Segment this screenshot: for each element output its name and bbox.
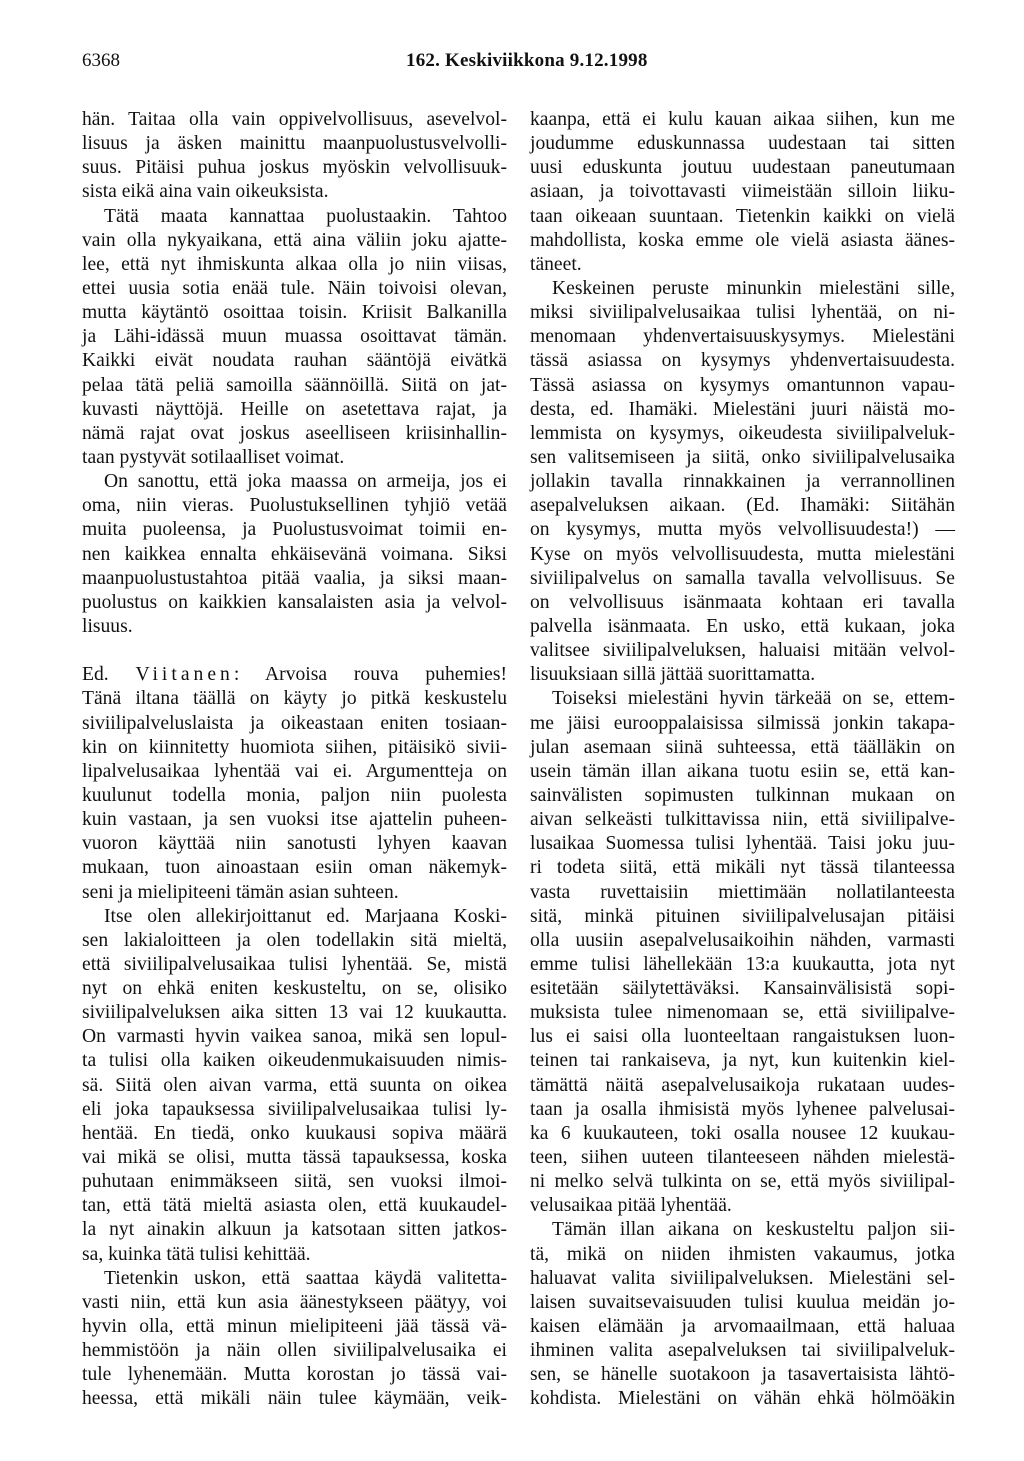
text-line: valitsee siviilipalveluksen, haluaisi mitään velvol- xyxy=(530,640,955,662)
text-line: vasta ruvettaisiin miettimään nollatilanteesta xyxy=(530,881,955,903)
text-line: lus ei saisi olla luonteeltaan rangaistuksen luon- xyxy=(530,1026,955,1048)
text-line: jollakin tavalla rinnakkainen ja verrannollinen xyxy=(530,471,955,493)
text-line: mahdollista, koska emme ole vielä asiasta äänes- xyxy=(530,229,955,251)
text-line: oma, niin vieras. Puolustuksellinen tyhjiö vetää xyxy=(82,495,507,517)
text-line: sen, se hänelle suotakoon ja tasavertaisista lähtö- xyxy=(530,1364,955,1386)
text-line: ettei uusia sotia enää tule. Näin toivoisi olevan, xyxy=(82,277,507,299)
text-line: usein tämän illan aikana tuotu esiin se, että kan- xyxy=(530,760,955,782)
text-line: sitä, minkä pituinen siviilipalvelusajan pitäisi xyxy=(530,905,955,927)
text-line: velusaikaa pitää lyhentää. xyxy=(530,1195,732,1217)
text-line: aivan selkeästi tulkittavissa niin, että siviilipalve- xyxy=(530,809,955,831)
text-line: tässä asiassa on kysymys yhdenvertaisuudesta. xyxy=(530,350,955,372)
text-line: nyt on ehkä eniten keskusteltu, on se, olisiko xyxy=(82,978,507,1000)
text-line: ri todeta siitä, että mikäli nyt tässä tilanteessa xyxy=(530,857,955,879)
text-line: Tämän illan aikana on keskusteltu paljon sii- xyxy=(552,1219,955,1241)
text-line: lee, että nyt ihmiskunta alkaa olla jo niin viisas, xyxy=(82,253,507,275)
text-line: julan asemaan siinä suhteessa, että täälläkin on xyxy=(530,736,955,758)
text-line: Kyse on myös velvollisuudesta, mutta mielestäni xyxy=(530,543,955,565)
text-line: kin on kiinnitetty huomiota siihen, pitäisikö sivii- xyxy=(82,736,507,758)
text-line: sen valitsemiseen ja siitä, onko siviilipalvelusaika xyxy=(530,446,955,468)
text-line: hän. Taitaa olla vain oppivelvollisuus, asevelvol- xyxy=(82,109,507,130)
text-line: tä, mikä on niiden ihmisten vakaumus, jotka xyxy=(530,1243,955,1265)
text-line: palvella isänmaata. En usko, että kukaan, joka xyxy=(530,615,955,637)
text-line: siviilipalveluslaista ja oikeastaan eniten tosiaan- xyxy=(82,712,507,734)
text-line: kuin vastaan, ja sen vuoksi itse ajattelin puheen- xyxy=(82,809,507,831)
text-line: mukaan, tuon ainoastaan esiin oman näkemyk- xyxy=(82,857,507,879)
session-title: 162. Keskiviikkona 9.12.1998 xyxy=(406,50,648,71)
text-line: tämättä näitä asepalvelusaikoja rukataan uudes- xyxy=(530,1074,955,1096)
speaker-name: Viitanen xyxy=(135,664,234,686)
text-line: Tätä maata kannattaa puolustaakin. Tahtoo xyxy=(104,205,507,227)
text-line: puhutaan enimmäkseen siitä, sen vuoksi ilmoi- xyxy=(82,1171,507,1193)
text-line: emme tulisi lähellekään 13:a kuukautta, jota nyt xyxy=(530,953,955,975)
text-line: haluavat valita siviilipalveluksen. Mielestäni sel- xyxy=(530,1267,955,1289)
text-line: vain olla nykyaikana, että aina väliin joku ajatte- xyxy=(82,229,507,251)
text-line: hentää. En tiedä, onko kuukausi sopiva määrä xyxy=(82,1122,507,1144)
text-line: taan pystyvät sotilaalliset voimat. xyxy=(82,446,345,468)
speaker-opening: : Arvoisa rouva puhemies! xyxy=(233,664,507,686)
text-line: sä. Siitä olen aivan varma, että suunta on oikea xyxy=(82,1074,507,1096)
text-line: hemmistöön ja näin ollen siviilipalvelusaika ei xyxy=(82,1340,507,1362)
text-line: joudumme eduskunnassa uudestaan tai sitten xyxy=(530,133,955,155)
text-line: ka 6 kuukauteen, toki osalla nousee 12 kuukau- xyxy=(530,1122,955,1144)
text-line: asiaan, ja toivottavasti viimeistään silloin liiku- xyxy=(530,181,955,203)
text-line: uusi eduskunta joutuu uudestaan paneutumaan xyxy=(530,157,955,179)
text-line: lipalvelusaikaa lyhentää vai ei. Argumentteja on xyxy=(82,760,507,782)
text-line: kaisen elämään ja arvomaailmaan, että haluaa xyxy=(530,1316,955,1338)
text-line: muita puoleensa, ja Puolustusvoimat toimii en- xyxy=(82,519,507,541)
text-line: desta, ed. Ihamäki. Mielestäni juuri näistä mo- xyxy=(530,398,955,420)
text-line: teen, siihen uuteen tilanteeseen nähden mielestä- xyxy=(530,1147,955,1169)
text-line: Keskeinen peruste minunkin mielestäni sille, xyxy=(552,277,955,299)
text-line: Tietenkin uskon, että saattaa käydä valitetta- xyxy=(104,1267,507,1289)
speaker-prefix: Ed. xyxy=(82,664,136,686)
text-line xyxy=(82,639,507,663)
text-line: asepalveluksen aikaan. (Ed. Ihamäki: Siitähän xyxy=(530,495,955,517)
text-line: Tänä iltana täällä on käyty jo pitkä keskustelu xyxy=(82,688,507,710)
text-line: lisuuksiaan sillä jättää suorittamatta. xyxy=(530,664,816,686)
text-line: On sanottu, että joka maassa on armeija, jos ei xyxy=(104,471,507,493)
text-line: Toiseksi mielestäni hyvin tärkeää on se, ettem- xyxy=(552,688,955,710)
text-line: täneet. xyxy=(530,253,582,275)
text-line: kuvasti näyttöjä. Heille on asetettava rajat, ja xyxy=(82,398,507,420)
text-line: vuoron käyttää niin sanotusti lyhyen kaavan xyxy=(82,833,507,855)
text-line: ta tulisi olla kaiken oikeudenmukaisuuden nimis- xyxy=(82,1050,507,1072)
text-line: kohdista. Mielestäni on vähän ehkä hölmöäkin xyxy=(530,1388,955,1410)
text-line: siviilipalvelus on samalla tavalla velvollisuus. Se xyxy=(530,567,955,589)
text-line: vasti niin, että kun asia äänestykseen päätyy, voi xyxy=(82,1291,507,1313)
text-line: me jäisi eurooppalaisissa silmissä jonkin takapa- xyxy=(530,712,955,734)
text-line: pelaa tätä peliä samoilla säännöillä. Siitä on jat- xyxy=(82,374,507,396)
text-line: sainvälisten sopimusten tulkinnan mukaan on xyxy=(530,784,955,806)
text-line: siviilipalveluksen aika sitten 13 vai 12 kuukautta. xyxy=(82,1002,507,1024)
speaker-line xyxy=(82,663,507,687)
text-line: ja Lähi-idässä muun muassa osoittavat tämän. xyxy=(82,326,507,348)
text-line: lisuus ja äsken mainittu maanpuolustusvelvolli- xyxy=(82,133,507,155)
left-column xyxy=(82,108,507,1412)
text-line: nen kaikkea ennalta ehkäisevänä voimana. Siksi xyxy=(82,543,507,565)
text-line: sista eikä aina vain oikeuksista. xyxy=(82,181,329,203)
text-line: kaanpa, että ei kulu kauan aikaa siihen, kun me xyxy=(530,109,955,130)
text-line: seni ja mielipiteeni tämän asian suhteen. xyxy=(82,881,399,903)
text-line: miksi siviilipalvelusaikaa tulisi lyhentää, on ni- xyxy=(530,302,955,324)
right-column xyxy=(530,108,955,1412)
text-line: la nyt ainakin alkuun ja katsotaan sitten jatkos- xyxy=(82,1219,507,1241)
text-line: esitetään säilytettäväksi. Kansainvälisistä sopi- xyxy=(530,978,955,1000)
text-line: olla uusiin asepalvelusaikoihin nähden, varmasti xyxy=(530,929,955,951)
text-line: menomaan yhdenvertaisuuskysymys. Mielestäni xyxy=(530,326,955,348)
text-line: suus. Pitäisi puhua joskus myöskin velvollisuuk- xyxy=(82,157,507,179)
text-line: ni melko selvä tulkinta on se, että myös siviilipal- xyxy=(530,1171,955,1193)
text-line: lusaikaa Suomessa tulisi lyhentää. Taisi joku juu- xyxy=(530,833,955,855)
text-line: teinen tai rankaiseva, ja nyt, kun kuitenkin kiel- xyxy=(530,1050,955,1072)
text-line: että siviilipalvelusaikaa tulisi lyhentää. Se, mistä xyxy=(82,953,507,975)
text-line: mutta käytäntö osoittaa toisin. Kriisit Balkanilla xyxy=(82,302,507,324)
text-line: vai mikä se olisi, mutta tässä tapauksessa, koska xyxy=(82,1147,507,1169)
text-line: kuulunut todella monia, paljon niin puolesta xyxy=(82,784,507,806)
text-line: on kysymys, mutta myös velvollisuudesta!) — xyxy=(530,519,955,541)
text-line: Itse olen allekirjoittanut ed. Marjaana Koski- xyxy=(104,905,507,927)
page-header xyxy=(82,50,960,80)
page-number: 6368 xyxy=(82,50,120,71)
text-line: maanpuolustustahtoa pitää vaalia, ja siksi maan- xyxy=(82,567,507,589)
text-line: lisuus. xyxy=(82,615,133,637)
text-line: ihminen valita asepalveluksen tai siviilipalveluk- xyxy=(530,1340,955,1362)
text-line: lemmista on kysymys, oikeudesta siviilipalveluk- xyxy=(530,422,955,444)
text-line: hyvin olla, että minun mielipiteeni jää tässä vä- xyxy=(82,1316,507,1338)
text-line: muksista tulee nimenomaan se, että siviilipalve- xyxy=(530,1002,955,1024)
text-line: taan oikeaan suuntaan. Tietenkin kaikki on vielä xyxy=(530,205,955,227)
text-line: On varmasti hyvin vaikea sanoa, mikä sen lopul- xyxy=(82,1026,507,1048)
text-line: tan, että tätä mieltä asiasta olen, että kuukaudel- xyxy=(82,1195,507,1217)
text-line: sen lakialoitteen ja olen todellakin sitä mieltä, xyxy=(82,929,507,951)
text-line: tule lyhenemään. Mutta korostan jo tässä vai- xyxy=(82,1364,507,1386)
text-line: nämä rajat ovat joskus aseelliseen kriisinhallin- xyxy=(82,422,507,444)
text-line: laisen suvaitsevaisuuden tulisi kuulua meidän jo- xyxy=(530,1291,955,1313)
text-line: taan ja osalla ihmisistä myös lyhenee palvelusai- xyxy=(530,1098,955,1120)
text-line: eli joka tapauksessa siviilipalvelusaikaa tulisi ly- xyxy=(82,1098,507,1120)
text-line: puolustus on kaikkien kansalaisten asia ja velvol- xyxy=(82,591,507,613)
text-line: heessa, että mikäli näin tulee käymään, veik- xyxy=(82,1388,507,1410)
text-line: on velvollisuus isänmaata kohtaan eri tavalla xyxy=(530,591,955,613)
text-line: Kaikki eivät noudata rauhan sääntöjä eivätkä xyxy=(82,350,507,372)
text-line: sa, kuinka tätä tulisi kehittää. xyxy=(82,1243,311,1265)
text-line: Tässä asiassa on kysymys omantunnon vapau- xyxy=(530,374,955,396)
